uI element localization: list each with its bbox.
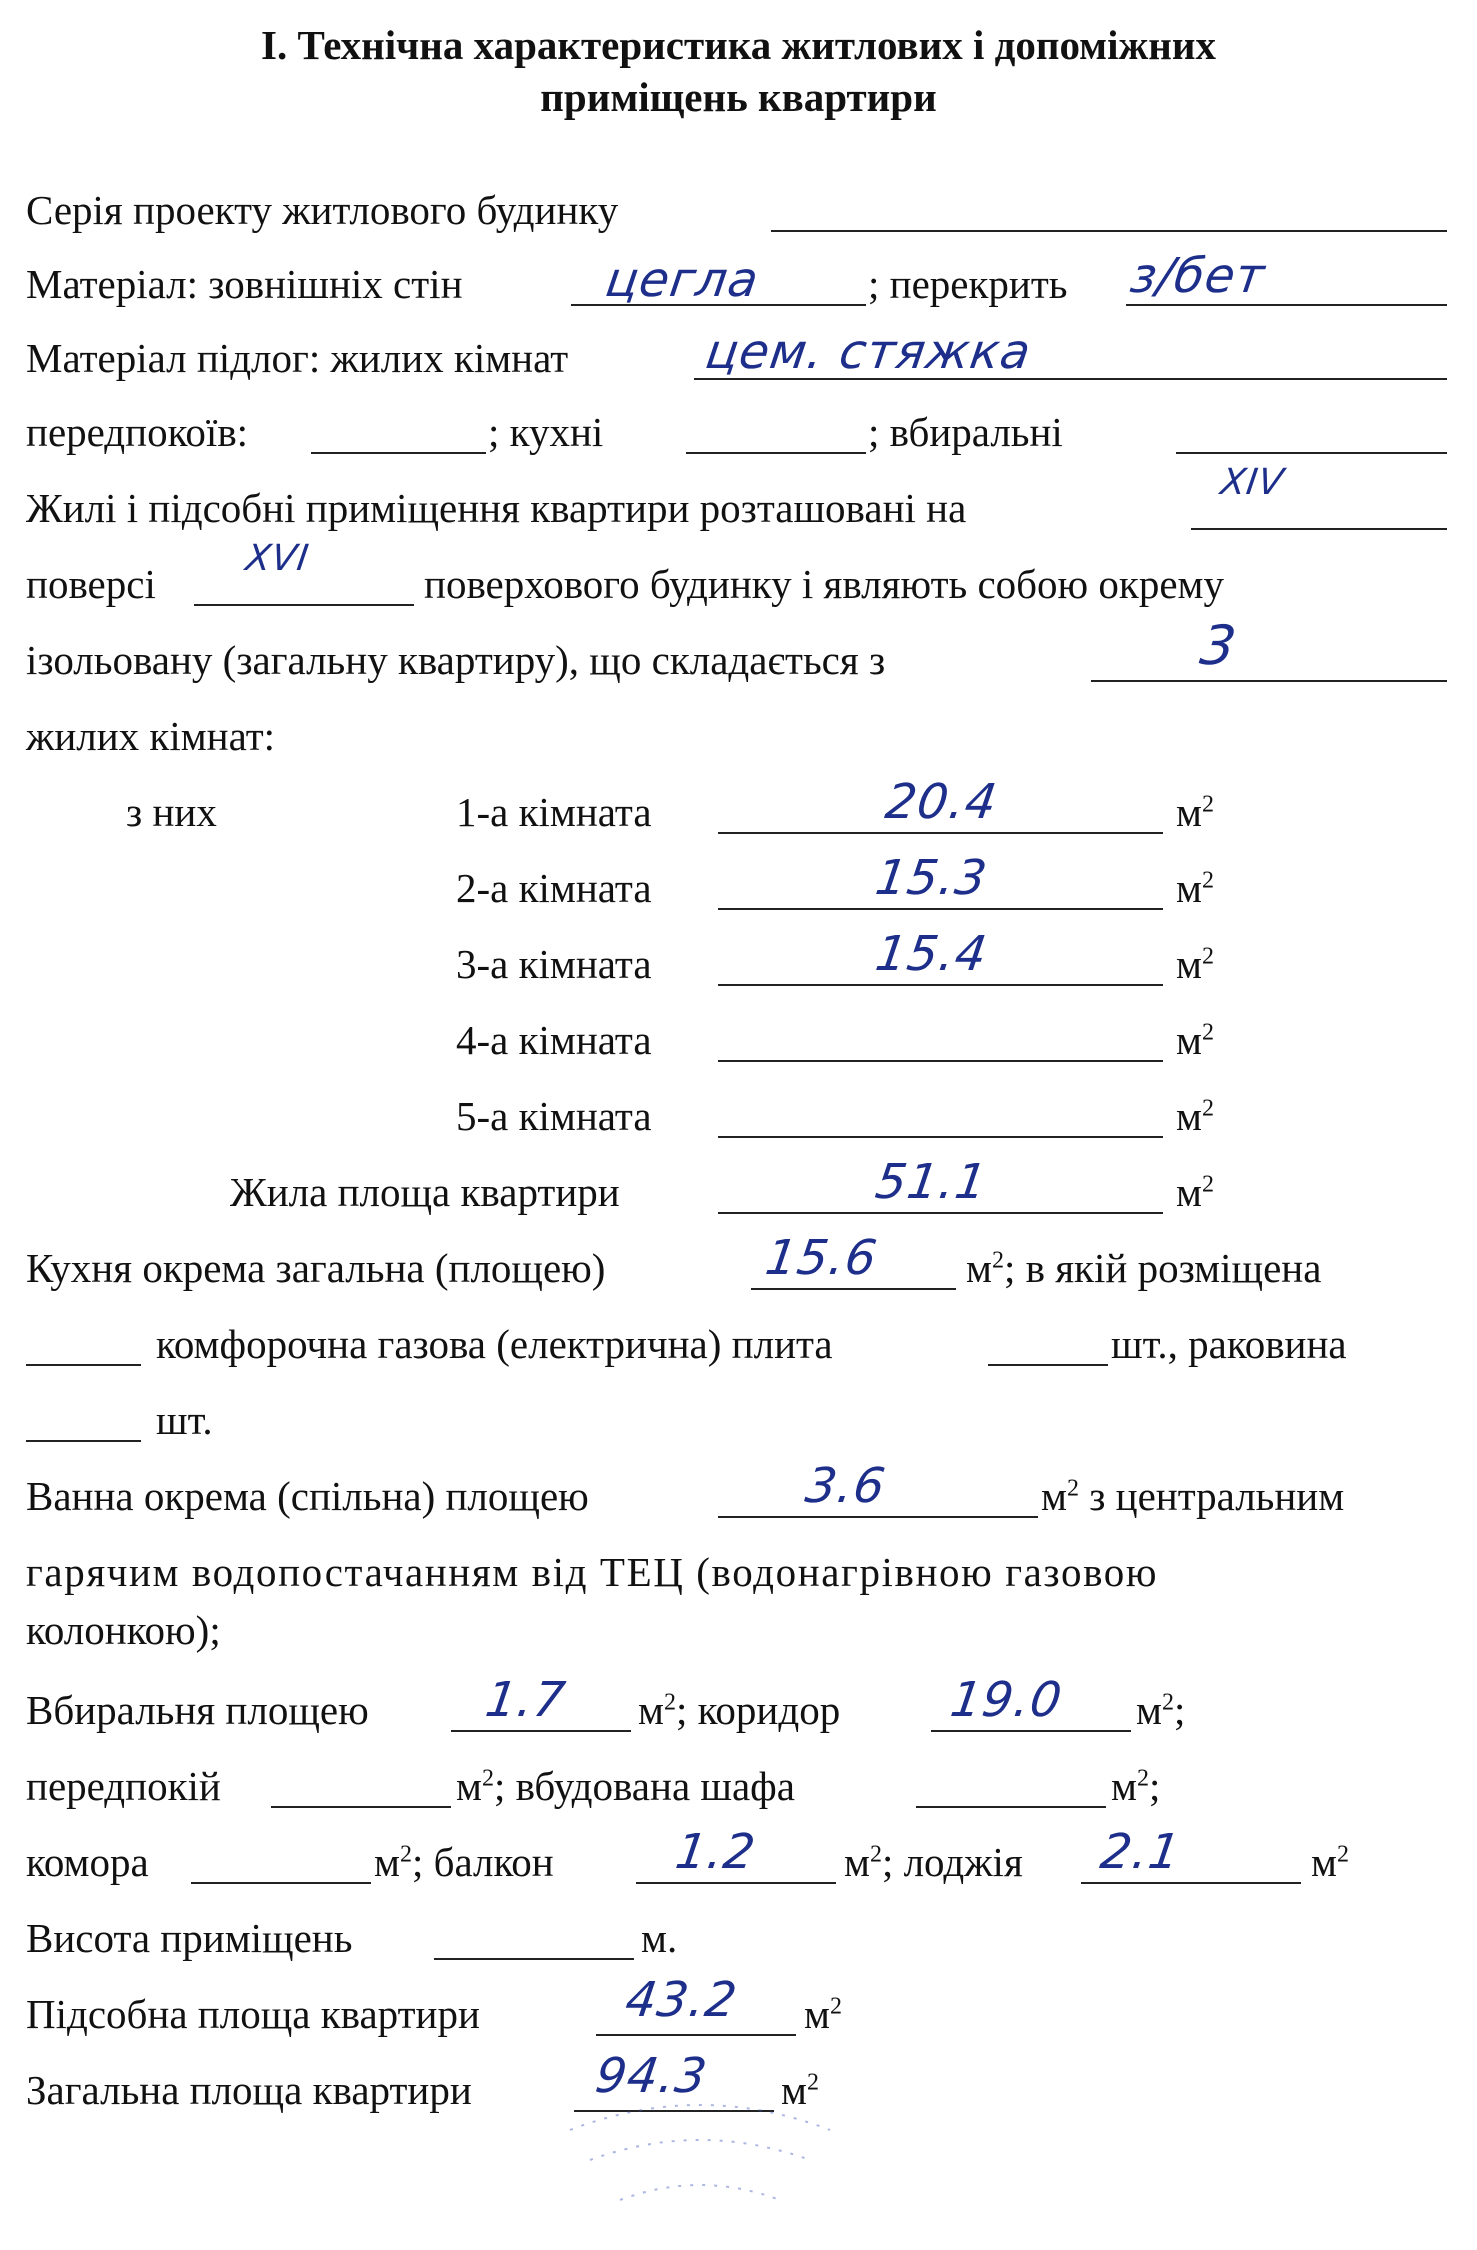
of-them-label: з них bbox=[126, 789, 217, 835]
wardrobe-unit: $м^2$; bbox=[1111, 1763, 1161, 1809]
room-blank bbox=[718, 1136, 1163, 1138]
total-label: Загальна площа квартири bbox=[26, 2067, 472, 2113]
auxiliary-value: 43.2 bbox=[622, 1972, 741, 2028]
room-value: 15.3 bbox=[872, 850, 991, 906]
row-floors bbox=[26, 324, 1447, 390]
sink-label: шт., раковина bbox=[1111, 1321, 1347, 1367]
row-anteroom bbox=[26, 1762, 1447, 1818]
height-blank bbox=[434, 1958, 634, 1960]
room-label: 5-а кімната bbox=[456, 1093, 652, 1139]
room-label: 4-а кімната bbox=[456, 1017, 652, 1063]
room-row bbox=[26, 774, 1447, 844]
row-walls bbox=[26, 248, 1447, 316]
room-unit: $м^2$ bbox=[1176, 865, 1214, 911]
bath-tail: $м^2$ з центральним bbox=[1041, 1473, 1345, 1519]
series-blank bbox=[771, 230, 1447, 232]
row-located bbox=[26, 462, 1447, 540]
room-blank bbox=[718, 1060, 1163, 1062]
located-label: Жилі і підсобні приміщення квартири розташовані на bbox=[26, 485, 967, 531]
row-kitchen bbox=[26, 1230, 1447, 1300]
ceilings-value: з/бет bbox=[1127, 248, 1269, 304]
row-series bbox=[26, 186, 1447, 242]
row-pantry bbox=[26, 1824, 1447, 1894]
isolated-label: ізольовану (загальну квартиру), що складається з bbox=[26, 637, 886, 683]
floors-value: цем. стяжка bbox=[702, 324, 1035, 380]
kitchen-value: 15.6 bbox=[762, 1230, 881, 1286]
room-row bbox=[26, 1092, 1447, 1148]
column-text: колонкою); bbox=[26, 1607, 221, 1653]
living-area-label: Жила площа квартири bbox=[230, 1169, 620, 1215]
room-value: 20.4 bbox=[882, 774, 1001, 830]
toilet-blank bbox=[451, 1730, 631, 1732]
anteroom-label: передпокій bbox=[26, 1763, 221, 1809]
bath-label: Ванна окрема (спільна) площею bbox=[26, 1473, 589, 1519]
sink-count-blank bbox=[26, 1440, 141, 1442]
toilet-unit: $м^2$; коридор bbox=[638, 1687, 841, 1733]
rooms-count-value: 3 bbox=[1196, 614, 1241, 677]
room-blank bbox=[718, 984, 1163, 986]
loggia-label: $м^2$; лоджія bbox=[844, 1839, 1023, 1885]
row-toilet bbox=[26, 1672, 1447, 1742]
stove-label: комфорочна газова (електрична) плита bbox=[156, 1321, 833, 1367]
row-living-rooms bbox=[26, 712, 1447, 768]
kitchens-blank bbox=[686, 452, 866, 454]
height-label: Висота приміщень bbox=[26, 1915, 353, 1961]
loggia-value: 2.1 bbox=[1097, 1824, 1185, 1880]
kitchen-tail: $м^2$; в якій розміщена bbox=[966, 1245, 1322, 1291]
kitchen-label: Кухня окрема загальна (площею) bbox=[26, 1245, 606, 1291]
stamp-trace bbox=[560, 2090, 840, 2230]
room-unit: $м^2$ bbox=[1176, 941, 1214, 987]
toilet-label: Вбиральня площею bbox=[26, 1687, 369, 1733]
living-area-blank bbox=[718, 1212, 1163, 1214]
walls-value: цегла bbox=[602, 252, 763, 308]
row-hallways bbox=[26, 408, 1447, 464]
loggia-blank bbox=[1081, 1882, 1301, 1884]
total-unit: $м^2$ bbox=[781, 2067, 819, 2113]
row-storeys bbox=[26, 538, 1447, 616]
hallways-blank bbox=[311, 452, 486, 454]
row-auxiliary bbox=[26, 1972, 1447, 2046]
floor-blank bbox=[1191, 528, 1447, 530]
room-row bbox=[26, 1016, 1447, 1072]
room-unit: $м^2$ bbox=[1176, 1093, 1214, 1139]
row-stove bbox=[26, 1320, 1447, 1376]
burners-blank bbox=[26, 1364, 141, 1366]
title-line-2: приміщень квартири bbox=[540, 74, 937, 120]
living-area-value: 51.1 bbox=[872, 1154, 991, 1210]
room-unit: $м^2$ bbox=[1176, 1017, 1214, 1063]
row-living-area bbox=[26, 1154, 1447, 1224]
room-value: 15.4 bbox=[872, 926, 991, 982]
corridor-value: 19.0 bbox=[947, 1672, 1066, 1728]
total-value: 94.3 bbox=[592, 2048, 711, 2104]
bath-value: 3.6 bbox=[802, 1458, 890, 1514]
balcony-value: 1.2 bbox=[672, 1824, 760, 1880]
wardrobe-blank bbox=[916, 1806, 1106, 1808]
room-row bbox=[26, 926, 1447, 996]
loggia-unit: $м^2$ bbox=[1311, 1839, 1349, 1885]
room-label: 3-а кімната bbox=[456, 941, 652, 987]
stove-count-blank bbox=[988, 1364, 1108, 1366]
room-label: 1-а кімната bbox=[456, 789, 652, 835]
pantry-label: комора bbox=[26, 1839, 149, 1885]
pcs-label: шт. bbox=[156, 1397, 213, 1443]
auxiliary-label: Підсобна площа квартири bbox=[26, 1991, 480, 2037]
wardrobe-label: $м^2$; вбудована шафа bbox=[456, 1763, 795, 1809]
height-unit: м. bbox=[641, 1915, 678, 1961]
anteroom-blank bbox=[271, 1806, 451, 1808]
balcony-label: $м^2$; балкон bbox=[374, 1839, 554, 1885]
ceilings-blank bbox=[1126, 304, 1447, 306]
toilet-value: 1.7 bbox=[482, 1672, 570, 1728]
row-hot-water bbox=[26, 1548, 1447, 1604]
floor-label: поверсі bbox=[26, 561, 156, 607]
title-line-1: І. Технічна характеристика житлових і допоміжних bbox=[261, 22, 1216, 68]
room-blank bbox=[718, 908, 1163, 910]
living-area-unit: $м^2$ bbox=[1176, 1169, 1214, 1215]
row-bath bbox=[26, 1458, 1447, 1528]
room-label: 2-а кімната bbox=[456, 865, 652, 911]
room-blank bbox=[718, 832, 1163, 834]
row-pcs bbox=[26, 1396, 1447, 1452]
storeys-label: поверхового будинку і являють собою окрему bbox=[424, 561, 1224, 607]
room-unit: $м^2$ bbox=[1176, 789, 1214, 835]
floors-label: Матеріал підлог: жилих кімнат bbox=[26, 335, 569, 381]
storeys-value: XVI bbox=[243, 538, 312, 579]
auxiliary-blank bbox=[596, 2034, 796, 2036]
walls-label: Матеріал: зовнішніх стін bbox=[26, 261, 463, 307]
ceilings-label: ; перекрить bbox=[868, 261, 1068, 307]
floor-value: XIV bbox=[1218, 462, 1287, 503]
rooms-count-blank bbox=[1091, 680, 1447, 682]
toilets-label: ; вбиральні bbox=[868, 409, 1063, 455]
row-height bbox=[26, 1914, 1447, 1970]
balcony-blank bbox=[636, 1882, 836, 1884]
bath-blank bbox=[718, 1516, 1038, 1518]
living-rooms-label: жилих кімнат: bbox=[26, 713, 276, 759]
auxiliary-unit: $м^2$ bbox=[804, 1991, 842, 2037]
corridor-unit: $м^2$; bbox=[1136, 1687, 1186, 1733]
room-row bbox=[26, 850, 1447, 920]
storeys-blank bbox=[194, 604, 414, 606]
hot-water-text: гарячим водопостачанням від ТЕЦ (водонагрівною газовою bbox=[26, 1549, 1159, 1595]
kitchen-blank bbox=[751, 1288, 956, 1290]
kitchens-label: ; кухні bbox=[488, 409, 604, 455]
hallways-label: передпокоїв: bbox=[26, 409, 249, 455]
corridor-blank bbox=[931, 1730, 1131, 1732]
toilets-blank bbox=[1176, 452, 1447, 454]
row-column bbox=[26, 1606, 1447, 1662]
row-isolated bbox=[26, 614, 1447, 692]
series-label: Серія проекту житлового будинку bbox=[26, 187, 619, 233]
pantry-blank bbox=[191, 1882, 371, 1884]
